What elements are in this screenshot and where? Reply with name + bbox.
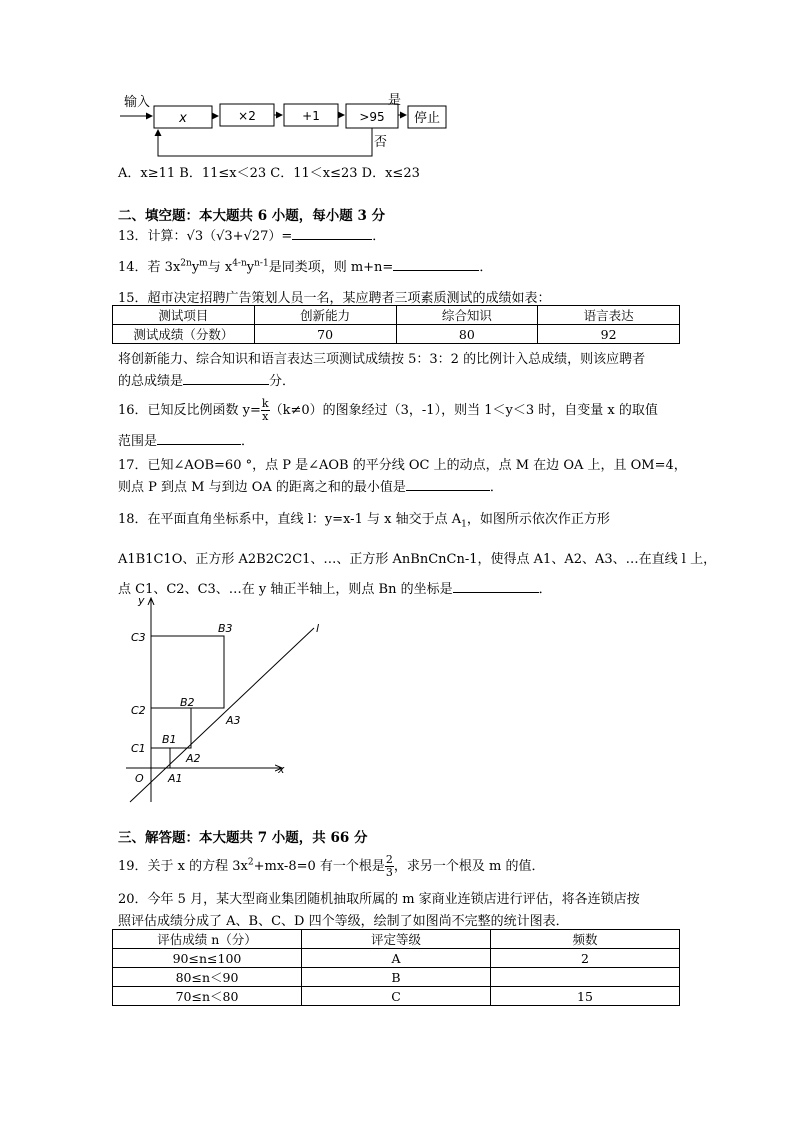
- q16-prefix: 16．已知反比例函数 y=: [118, 403, 261, 418]
- table-header-cell: 频数: [491, 930, 680, 949]
- q14-mid3: y: [246, 260, 255, 275]
- q17-line2: [118, 476, 503, 495]
- q14-end: ．: [479, 260, 493, 275]
- q14-sup1: 2n: [180, 258, 192, 269]
- q15-text2-end: 分．: [269, 374, 296, 389]
- q19: [118, 854, 545, 879]
- q16-frac-num: k: [261, 397, 269, 410]
- label-C3: C3: [131, 631, 146, 644]
- table-cell: [491, 968, 680, 987]
- flow-box-x-label: x: [179, 111, 187, 126]
- q14-suffix: 是同类项，则 m+n=: [268, 260, 394, 275]
- table-cell: 80≤n＜90: [113, 968, 302, 987]
- label-B3: B3: [218, 622, 233, 635]
- q14-mid1: y: [191, 260, 200, 275]
- table-cell: 15: [491, 987, 680, 1006]
- q16-fraction: [261, 398, 270, 423]
- q13-suffix: ．: [372, 229, 386, 244]
- q18-line1-sub: 1: [461, 519, 467, 530]
- q19-prefix: 19．关于 x 的方程 3x: [118, 859, 248, 874]
- q14-sup3: 4-n: [232, 258, 247, 269]
- q18-answer-blank[interactable]: [453, 580, 539, 593]
- q16-line2-end: ．: [241, 434, 255, 449]
- q18-line3-label: 点 C1、C2、C3、…在 y 轴正半轴上，则点 Bn 的坐标是: [118, 582, 453, 597]
- flow-yes-label: 是: [388, 93, 402, 108]
- table-header-cell: 评估成绩 n（分）: [113, 930, 302, 949]
- table-row: [113, 987, 680, 1006]
- q15-intro: 15．超市决定招聘广告策划人员一名，某应聘者三项素质测试的成绩如表：: [118, 291, 551, 306]
- q14-prefix: 14．若 3x: [118, 260, 181, 275]
- label-B1: B1: [162, 733, 177, 746]
- q14-sup2: m: [199, 258, 208, 269]
- label-A2: A2: [186, 752, 201, 765]
- q15-text2: [118, 370, 295, 389]
- q18-line3-end: ．: [538, 582, 552, 597]
- q16-line2-label: 范围是: [118, 434, 158, 449]
- label-y: y: [138, 594, 145, 607]
- flow-no-label: 否: [374, 135, 388, 150]
- table-cell: 80: [396, 325, 538, 344]
- q16-frac-den: x: [262, 410, 269, 423]
- q20-line2: 照评估成绩分成了 A、B、C、D 四个等级，绘制了如图尚不完整的统计图表．: [118, 914, 569, 929]
- q16-answer-blank[interactable]: [157, 432, 241, 445]
- label-C2: C2: [131, 704, 146, 717]
- table-header-cell: 评定等级: [302, 930, 491, 949]
- q19-mid: +mx-8=0 有一个根是: [253, 859, 385, 874]
- q18-line1-end: ，如图所示依次作正方形: [466, 512, 610, 527]
- q14-sup4: n-1: [254, 258, 269, 269]
- table-cell: A: [302, 949, 491, 968]
- q17-line2-label: 则点 P 到点 M 与到边 OA 的距离之和的最小值是: [118, 480, 406, 495]
- table-header-cell: 创新能力: [254, 306, 396, 325]
- section2-title: 二、填空题：本大题共 6 小题，每小题 3 分: [118, 208, 386, 224]
- q19-fraction: [385, 854, 394, 879]
- table-cell: 70≤n＜80: [113, 987, 302, 1006]
- table-row: [113, 325, 680, 344]
- table-cell: 2: [491, 949, 680, 968]
- q18-line1-text: 18．在平面直角坐标系中，直线 l：y=x-1 与 x 轴交于点 A: [118, 512, 462, 527]
- q16-rest: （k≠0）的图象经过（3，-1），则当 1＜y＜3 时，自变量 x 的取值: [269, 403, 658, 418]
- line-l: [130, 628, 314, 802]
- q20-table: [112, 929, 680, 1006]
- table-row: [113, 949, 680, 968]
- q14-mid2: 与 x: [207, 260, 233, 275]
- table-header-cell: 语言表达: [538, 306, 680, 325]
- q13: [118, 225, 385, 244]
- table-cell: 90≤n≤100: [113, 949, 302, 968]
- table-cell: C: [302, 987, 491, 1006]
- q13-answer-blank[interactable]: [292, 227, 372, 240]
- q18-line2: A1B1C1O、正方形 A2B2C2C1、…、正方形 AnBnCnCn-1，使得点 A1、A2、A3、…在直线 l 上，: [118, 552, 717, 567]
- q18-line1: [118, 508, 610, 530]
- table-header-cell: 综合知识: [396, 306, 538, 325]
- flow-box-cond-label: >95: [359, 110, 385, 124]
- q13-expr: √3（√3+√27）=: [186, 229, 293, 244]
- label-O: O: [135, 772, 144, 785]
- q19-sup: 2: [247, 857, 254, 868]
- table-row: [113, 930, 680, 949]
- table-cell: B: [302, 968, 491, 987]
- label-l: l: [316, 622, 320, 635]
- q19-suffix: ，求另一个根及 m 的值．: [393, 859, 545, 874]
- q14: [118, 256, 492, 275]
- label-A3: A3: [226, 714, 241, 727]
- q16-line1: [118, 398, 658, 423]
- q17-line1: 17．已知∠AOB=60 °，点 P 是∠AOB 的平分线 OC 上的动点，点 M 在边 OA 上，且 OM=4，: [118, 458, 687, 473]
- table-cell: 70: [254, 325, 396, 344]
- square-1: [151, 748, 170, 768]
- flow-box-plus1-label: +1: [302, 109, 320, 123]
- q17-line2-end: ．: [489, 480, 503, 495]
- q19-frac-num: 2: [385, 853, 393, 866]
- table-row: [113, 306, 680, 325]
- table-row: [113, 968, 680, 987]
- label-C1: C1: [131, 742, 146, 755]
- table-cell: 92: [538, 325, 680, 344]
- section3-title: 三、解答题：本大题共 7 小题，共 66 分: [118, 830, 368, 846]
- label-B2: B2: [180, 696, 195, 709]
- q19-frac-den: 3: [385, 866, 393, 879]
- q14-answer-blank[interactable]: [393, 258, 479, 271]
- label-x: x: [278, 763, 285, 776]
- q15-text1: 将创新能力、综合知识和语言表达三项测试成绩按 5：3：2 的比例计入总成绩，则该应聘者: [118, 352, 646, 367]
- q13-prefix: 13．计算：: [118, 229, 187, 244]
- q16-line2: [118, 430, 254, 449]
- q15-answer-blank[interactable]: [183, 372, 269, 385]
- flow-box-stop-label: 停止: [413, 111, 441, 126]
- flowchart: [116, 92, 456, 164]
- table-cell: 测试成绩（分数）: [113, 325, 255, 344]
- label-A1: A1: [168, 772, 183, 785]
- q18-figure: [118, 592, 330, 804]
- q12-options: A．x≥11 B．11≤x＜23 C．11＜x≤23 D．x≤23: [118, 166, 420, 181]
- q20-line1: 20．今年 5 月，某大型商业集团随机抽取所属的 m 家商业连锁店进行评估，将各连锁店按: [118, 892, 640, 907]
- flow-input-label: 输入: [124, 95, 151, 110]
- q15-table: [112, 305, 680, 344]
- q17-answer-blank[interactable]: [406, 478, 490, 491]
- q15-text2-label: 的总成绩是: [118, 374, 184, 389]
- flow-box-times2-label: ×2: [238, 109, 256, 123]
- table-header-cell: 测试项目: [113, 306, 255, 325]
